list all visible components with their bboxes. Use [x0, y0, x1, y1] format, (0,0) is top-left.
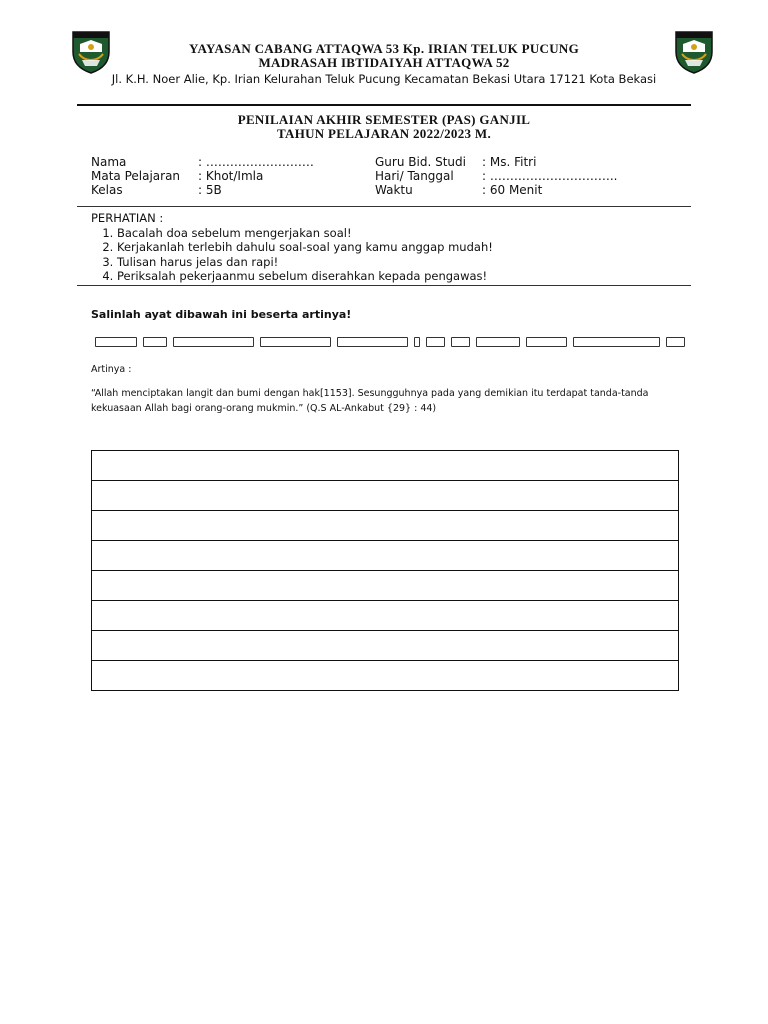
arabic-word — [573, 337, 659, 347]
exam-title-line2: TAHUN PELAJARAN 2022/2023 M. — [277, 126, 491, 141]
teacher-label: Guru Bid. Studi — [375, 155, 466, 169]
instructions-block — [91, 211, 691, 284]
instruction-item: 4. Periksalah pekerjaanmu sebelum diserahkan kepada pengawas! — [117, 269, 691, 284]
date-field: : ………………………….. — [482, 169, 618, 183]
date-label: Hari/ Tanggal — [375, 169, 454, 183]
answer-line[interactable] — [92, 511, 678, 541]
arabic-word — [451, 337, 470, 347]
identity-row — [91, 169, 691, 183]
subject-label: Mata Pelajaran — [91, 169, 181, 183]
translation-label: Artinya : — [91, 364, 132, 375]
instruction-item: 2. Kerjakanlah terlebih dahulu soal-soal yang kamu anggap mudah! — [117, 240, 691, 255]
name-label: Nama — [91, 155, 127, 169]
answer-line[interactable] — [92, 451, 678, 481]
school-logo-right — [673, 30, 715, 74]
subject-value: : Khot/Imla — [198, 169, 264, 183]
teacher-value: : Ms. Fitri — [482, 155, 537, 169]
answer-line[interactable] — [92, 571, 678, 601]
arabic-word — [414, 337, 419, 347]
answer-line[interactable] — [92, 541, 678, 571]
identity-row — [91, 155, 691, 169]
question-prompt: Salinlah ayat dibawah ini beserta artinya! — [91, 308, 352, 321]
instruction-item: 3. Tulisan harus jelas dan rapi! — [117, 255, 691, 270]
verse-translation: “Allah menciptakan langit dan bumi dengan hak[1153]. Sesungguhnya pada yang demikian itu terdapat tanda-tanda kekuasaan Allah bagi orang-orang mukmin.” (Q.S AL-Ankabut {29} : 44) — [91, 388, 649, 414]
time-value: : 60 Menit — [482, 183, 543, 197]
arabic-word — [666, 337, 685, 347]
instructions-list — [91, 226, 691, 284]
identity-row — [91, 183, 691, 197]
arabic-word — [337, 337, 408, 347]
exam-title — [77, 113, 691, 141]
letterhead — [90, 42, 678, 87]
identity-divider — [77, 206, 691, 207]
arabic-word — [143, 337, 167, 347]
school-address: Jl. K.H. Noer Alie, Kp. Irian Kelurahan Teluk Pucung Kecamatan Bekasi Utara 17121 Kota Bekasi — [111, 72, 657, 86]
answer-box[interactable] — [91, 450, 679, 691]
instructions-divider — [77, 285, 691, 286]
answer-line[interactable] — [92, 661, 678, 690]
header-divider — [77, 104, 691, 106]
arabic-word — [476, 337, 519, 347]
class-value: : 5B — [198, 183, 222, 197]
arabic-word — [260, 337, 331, 347]
answer-line[interactable] — [92, 631, 678, 661]
foundation-name: YAYASAN CABANG ATTAQWA 53 Kp. IRIAN TELUK PUCUNG — [188, 41, 580, 56]
arabic-word — [173, 337, 254, 347]
arabic-word — [426, 337, 445, 347]
student-identity-block — [91, 155, 691, 197]
answer-line[interactable] — [92, 481, 678, 511]
name-field: : ……………………… — [198, 155, 314, 169]
class-label: Kelas — [91, 183, 123, 197]
time-label: Waktu — [375, 183, 413, 197]
arabic-word — [95, 337, 137, 347]
exam-title-line1: PENILAIAN AKHIR SEMESTER (PAS) GANJIL — [237, 112, 531, 127]
instruction-item: 1. Bacalah doa sebelum mengerjakan soal! — [117, 226, 691, 241]
answer-line[interactable] — [92, 601, 678, 631]
instructions-heading: PERHATIAN : — [91, 211, 164, 225]
school-name: MADRASAH IBTIDAIYAH ATTAQWA 52 — [258, 55, 510, 70]
arabic-word — [526, 337, 568, 347]
arabic-verse — [95, 335, 685, 349]
